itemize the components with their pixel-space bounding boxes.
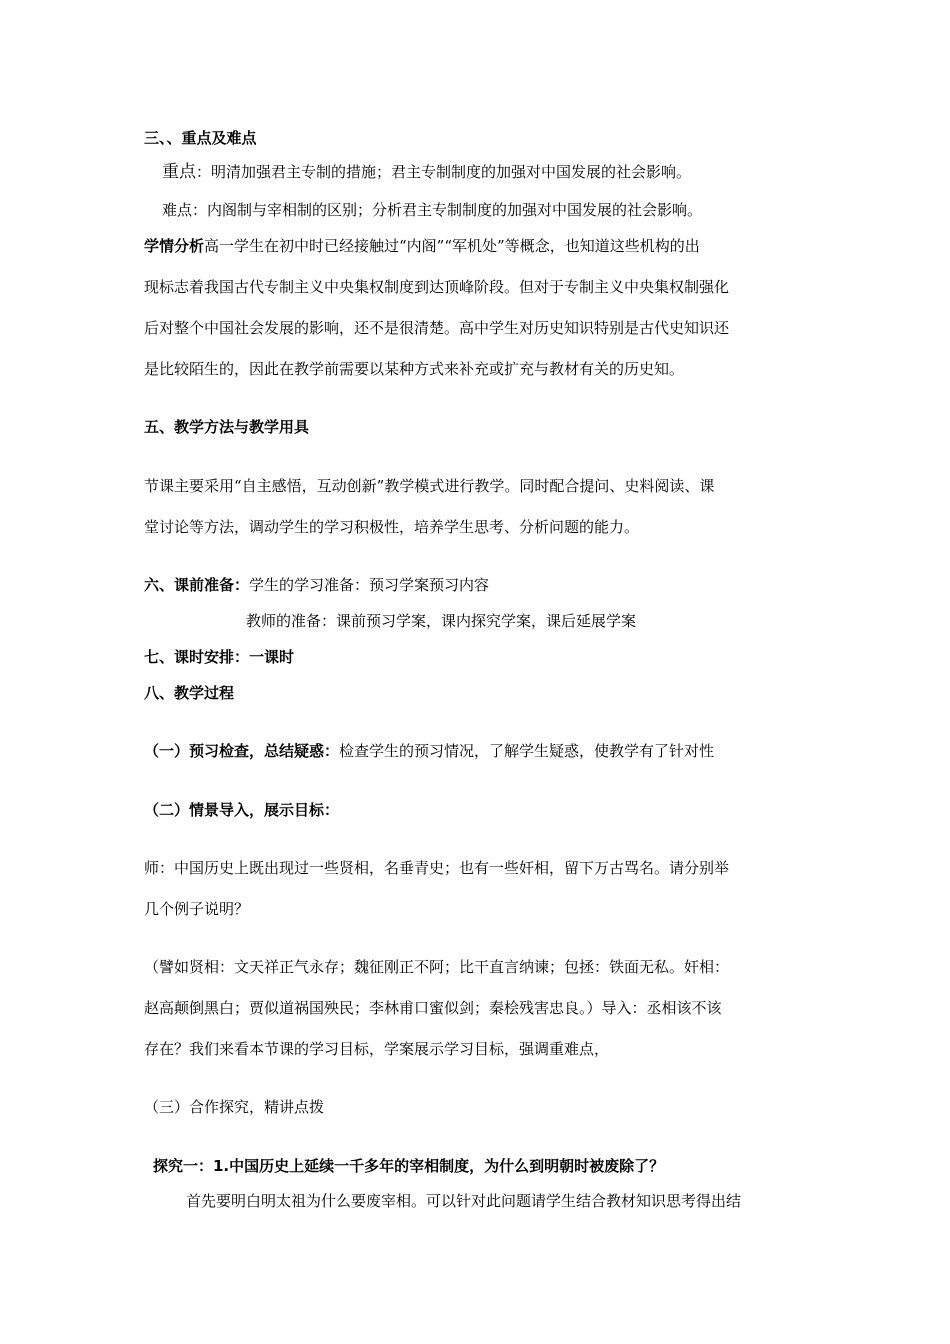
- section8-heading: 八、教学过程: [144, 684, 235, 702]
- section6-heading: 六、课前准备：: [144, 576, 250, 594]
- example-line-3: 存在？我们来看本节课的学习目标，学案展示学习目标，强调重难点，: [144, 1040, 610, 1058]
- student-analysis-line-1: [144, 236, 700, 256]
- teacher-line-2: 几个例子说明？: [144, 900, 250, 918]
- student-analysis-text: 高一学生在初中时已经接触过“内阁”“军机处”等概念，也知道这些机构的出: [204, 237, 700, 255]
- step2-label: （二）情景导入，展示目标：: [144, 801, 340, 819]
- difficult-points-line: 难点：内阁制与宰相制的区别；分析君主专制制度的加强对中国发展的社会影响。: [162, 201, 703, 219]
- inquiry1-text: 首先要明白明太祖为什么要废宰相。可以针对此问题请学生结合教材知识思考得出结: [186, 1192, 742, 1210]
- inquiry1-question: 探究一：1.中国历史上延续一千多年的宰相制度，为什么到明朝时被废除了？: [153, 1157, 665, 1175]
- step1-text: 检查学生的预习情况，了解学生疑惑，使教学有了针对性: [339, 742, 715, 760]
- teacher-line-1: 师：中国历史上既出现过一些贤相，名垂青史；也有一些奸相，留下万古骂名。请分别举: [144, 859, 730, 877]
- key-points-label: 重点: [162, 162, 196, 182]
- student-prep-text: 学生的学习准备：预习学案预习内容: [249, 576, 490, 594]
- step1-label: （一）预习检查，总结疑惑：: [144, 742, 340, 760]
- key-points-text: ：明清加强君主专制的措施；君主专制制度的加强对中国发展的社会影响。: [196, 163, 692, 181]
- student-analysis-line-4: 是比较陌生的，因此在教学前需要以某种方式来补充或扩充与教材有关的历史知。: [144, 360, 685, 378]
- example-line-2: 赵高颠倒黑白；贾似道祸国殃民；李林甫口蜜似剑；秦桧残害忠良。）导入：丞相该不该: [144, 999, 722, 1017]
- example-line-1: （譬如贤相：文天祥正气永存；魏征刚正不阿；比干直言纳谏；包拯：铁面无私。奸相：: [144, 958, 730, 976]
- student-analysis-line-3: 后对整个中国社会发展的影响，还不是很清楚。高中学生对历史知识特别是古代史知识还: [144, 319, 730, 337]
- section3-heading: 三、、重点及难点: [144, 129, 257, 147]
- key-points-line: [162, 162, 691, 182]
- student-analysis-label: 学情分析: [144, 237, 205, 255]
- step1-line: [144, 741, 714, 761]
- step3-label: （三）合作探究，精讲点拨: [144, 1098, 325, 1116]
- section5-line-2: 堂讨论等方法，调动学生的学习积极性，培养学生思考、分析问题的能力。: [144, 518, 640, 536]
- section7-heading: 七、课时安排：一课时: [144, 648, 295, 666]
- student-analysis-line-2: 现标志着我国古代专制主义中央集权制度到达顶峰阶段。但对于专制主义中央集权制强化: [144, 278, 730, 296]
- section6-line: [144, 575, 489, 595]
- teacher-prep-text: 教师的准备：课前预习学案，课内探究学案，课后延展学案: [246, 612, 637, 630]
- section5-heading: 五、教学方法与教学用具: [144, 418, 310, 436]
- section5-line-1: 节课主要采用“自主感悟，互动创新”教学模式进行教学。同时配合提问、史料阅读、课: [144, 477, 715, 495]
